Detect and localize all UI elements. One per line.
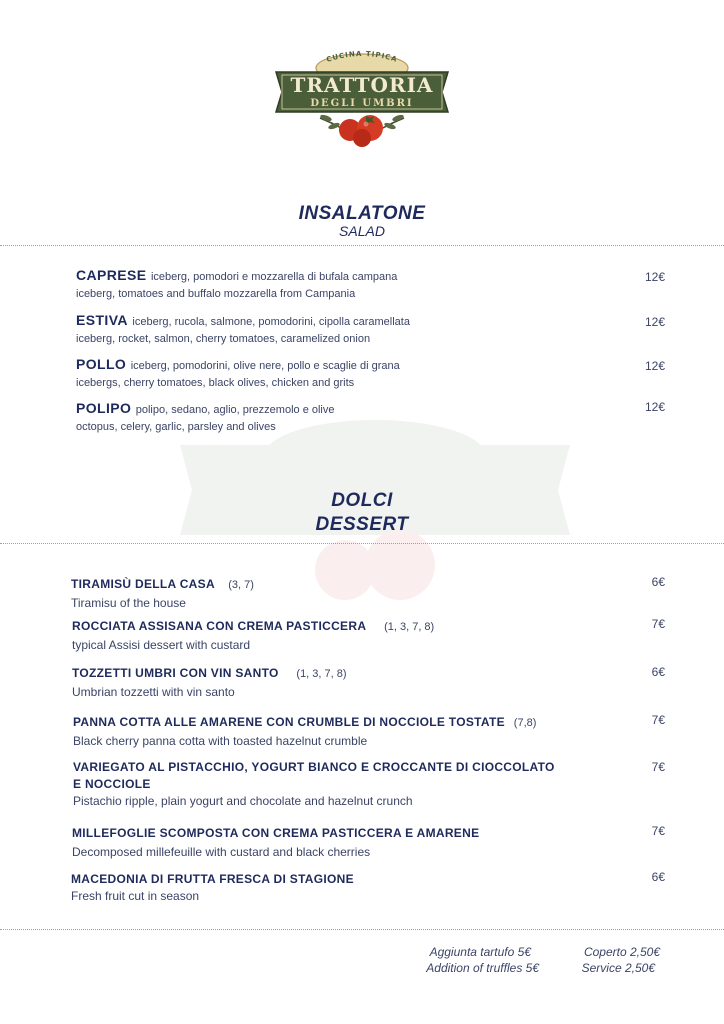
item-price: 12€ (644, 270, 665, 284)
item-english-description: iceberg, rocket, salmon, cherry tomatoes, caramelized onion (76, 333, 371, 345)
trattoria-logo (270, 46, 454, 150)
item-price: 12€ (644, 400, 665, 414)
salad-section-title: INSALATONE (298, 203, 426, 224)
item-allergens: (1, 3, 7, 8) (296, 668, 347, 680)
item-allergens: (3, 7) (228, 579, 254, 591)
divider (0, 929, 724, 930)
item-name: MACEDONIA DI FRUTTA FRESCA DI STAGIONE (71, 872, 354, 886)
dessert-section-title: DOLCI (331, 490, 393, 511)
truffle-note-english: Addition of truffles 5€ (426, 961, 539, 975)
item-name-continued: E NOCCIOLE (73, 777, 151, 791)
item-english-description: Black cherry panna cotta with toasted hazelnut crumble (73, 734, 368, 748)
item-english-description: Pistachio ripple, plain yogurt and chocolate and hazelnut crunch (73, 794, 413, 808)
logo-sub-text: DEGLI UMBRI (310, 98, 414, 109)
item-name: TIRAMISÙ DELLA CASA (71, 577, 215, 591)
item-name: CAPRESE (76, 267, 147, 283)
item-italian-description: iceberg, rucola, salmone, pomodorini, cipolla caramellata (132, 316, 410, 328)
item-name: ESTIVA (76, 312, 128, 328)
logo-top-text: CUCINA TIPICA (325, 49, 399, 64)
item-name: POLLO (76, 356, 127, 372)
item-english-description: octopus, celery, garlic, parsley and olives (76, 421, 276, 433)
item-italian-description: iceberg, pomodori e mozzarella di bufala campana (150, 271, 398, 283)
item-name: PANNA COTTA ALLE AMARENE CON CRUMBLE DI NOCCIOLE TOSTATE (73, 715, 505, 729)
item-name: MILLEFOGLIE SCOMPOSTA CON CREMA PASTICCERA E AMARENE (72, 826, 480, 840)
item-english-description: Fresh fruit cut in season (71, 889, 200, 903)
item-english-description: iceberg, tomatoes and buffalo mozzarella from Campania (76, 288, 356, 300)
item-price: 12€ (644, 359, 665, 373)
item-price: 6€ (651, 665, 665, 679)
item-name: TOZZETTI UMBRI CON VIN SANTO (72, 666, 279, 680)
item-english-description: typical Assisi dessert with custard (72, 638, 251, 652)
item-allergens: (1, 3, 7, 8) (384, 621, 435, 633)
item-price: 7€ (651, 713, 665, 727)
logo-main-text: TRATTORIA (290, 73, 434, 97)
cover-charge-english: Service 2,50€ (581, 961, 655, 975)
divider (0, 245, 724, 246)
item-price: 7€ (651, 824, 665, 838)
item-name: ROCCIATA ASSISANA CON CREMA PASTICCERA (72, 619, 367, 633)
item-price: 7€ (651, 617, 665, 631)
item-price: 6€ (651, 575, 665, 589)
truffle-note-italian: Aggiunta tartufo 5€ (429, 945, 531, 959)
item-price: 6€ (651, 870, 665, 884)
item-english-description: icebergs, cherry tomatoes, black olives, chicken and grits (76, 377, 355, 389)
item-english-description: Umbrian tozzetti with vin santo (72, 685, 235, 699)
divider (0, 543, 724, 544)
item-english-description: Tiramisu of the house (71, 596, 186, 610)
item-allergens: (7,8) (513, 717, 537, 729)
item-name: POLIPO (76, 400, 132, 416)
item-price: 7€ (651, 760, 665, 774)
item-italian-description: iceberg, pomodorini, olive nere, pollo e scaglie di grana (130, 360, 400, 372)
cover-charge-italian: Coperto 2,50€ (583, 945, 660, 959)
item-price: 12€ (644, 315, 665, 329)
item-italian-description: polipo, sedano, aglio, prezzemolo e olive (135, 404, 335, 416)
item-english-description: Decomposed millefeuille with custard and black cherries (72, 845, 371, 859)
dessert-section-subtitle: DESSERT (315, 514, 409, 535)
salad-section-subtitle: SALAD (339, 223, 385, 239)
item-name: VARIEGATO AL PISTACCHIO, YOGURT BIANCO E CROCCANTE DI CIOCCOLATO (73, 760, 555, 774)
